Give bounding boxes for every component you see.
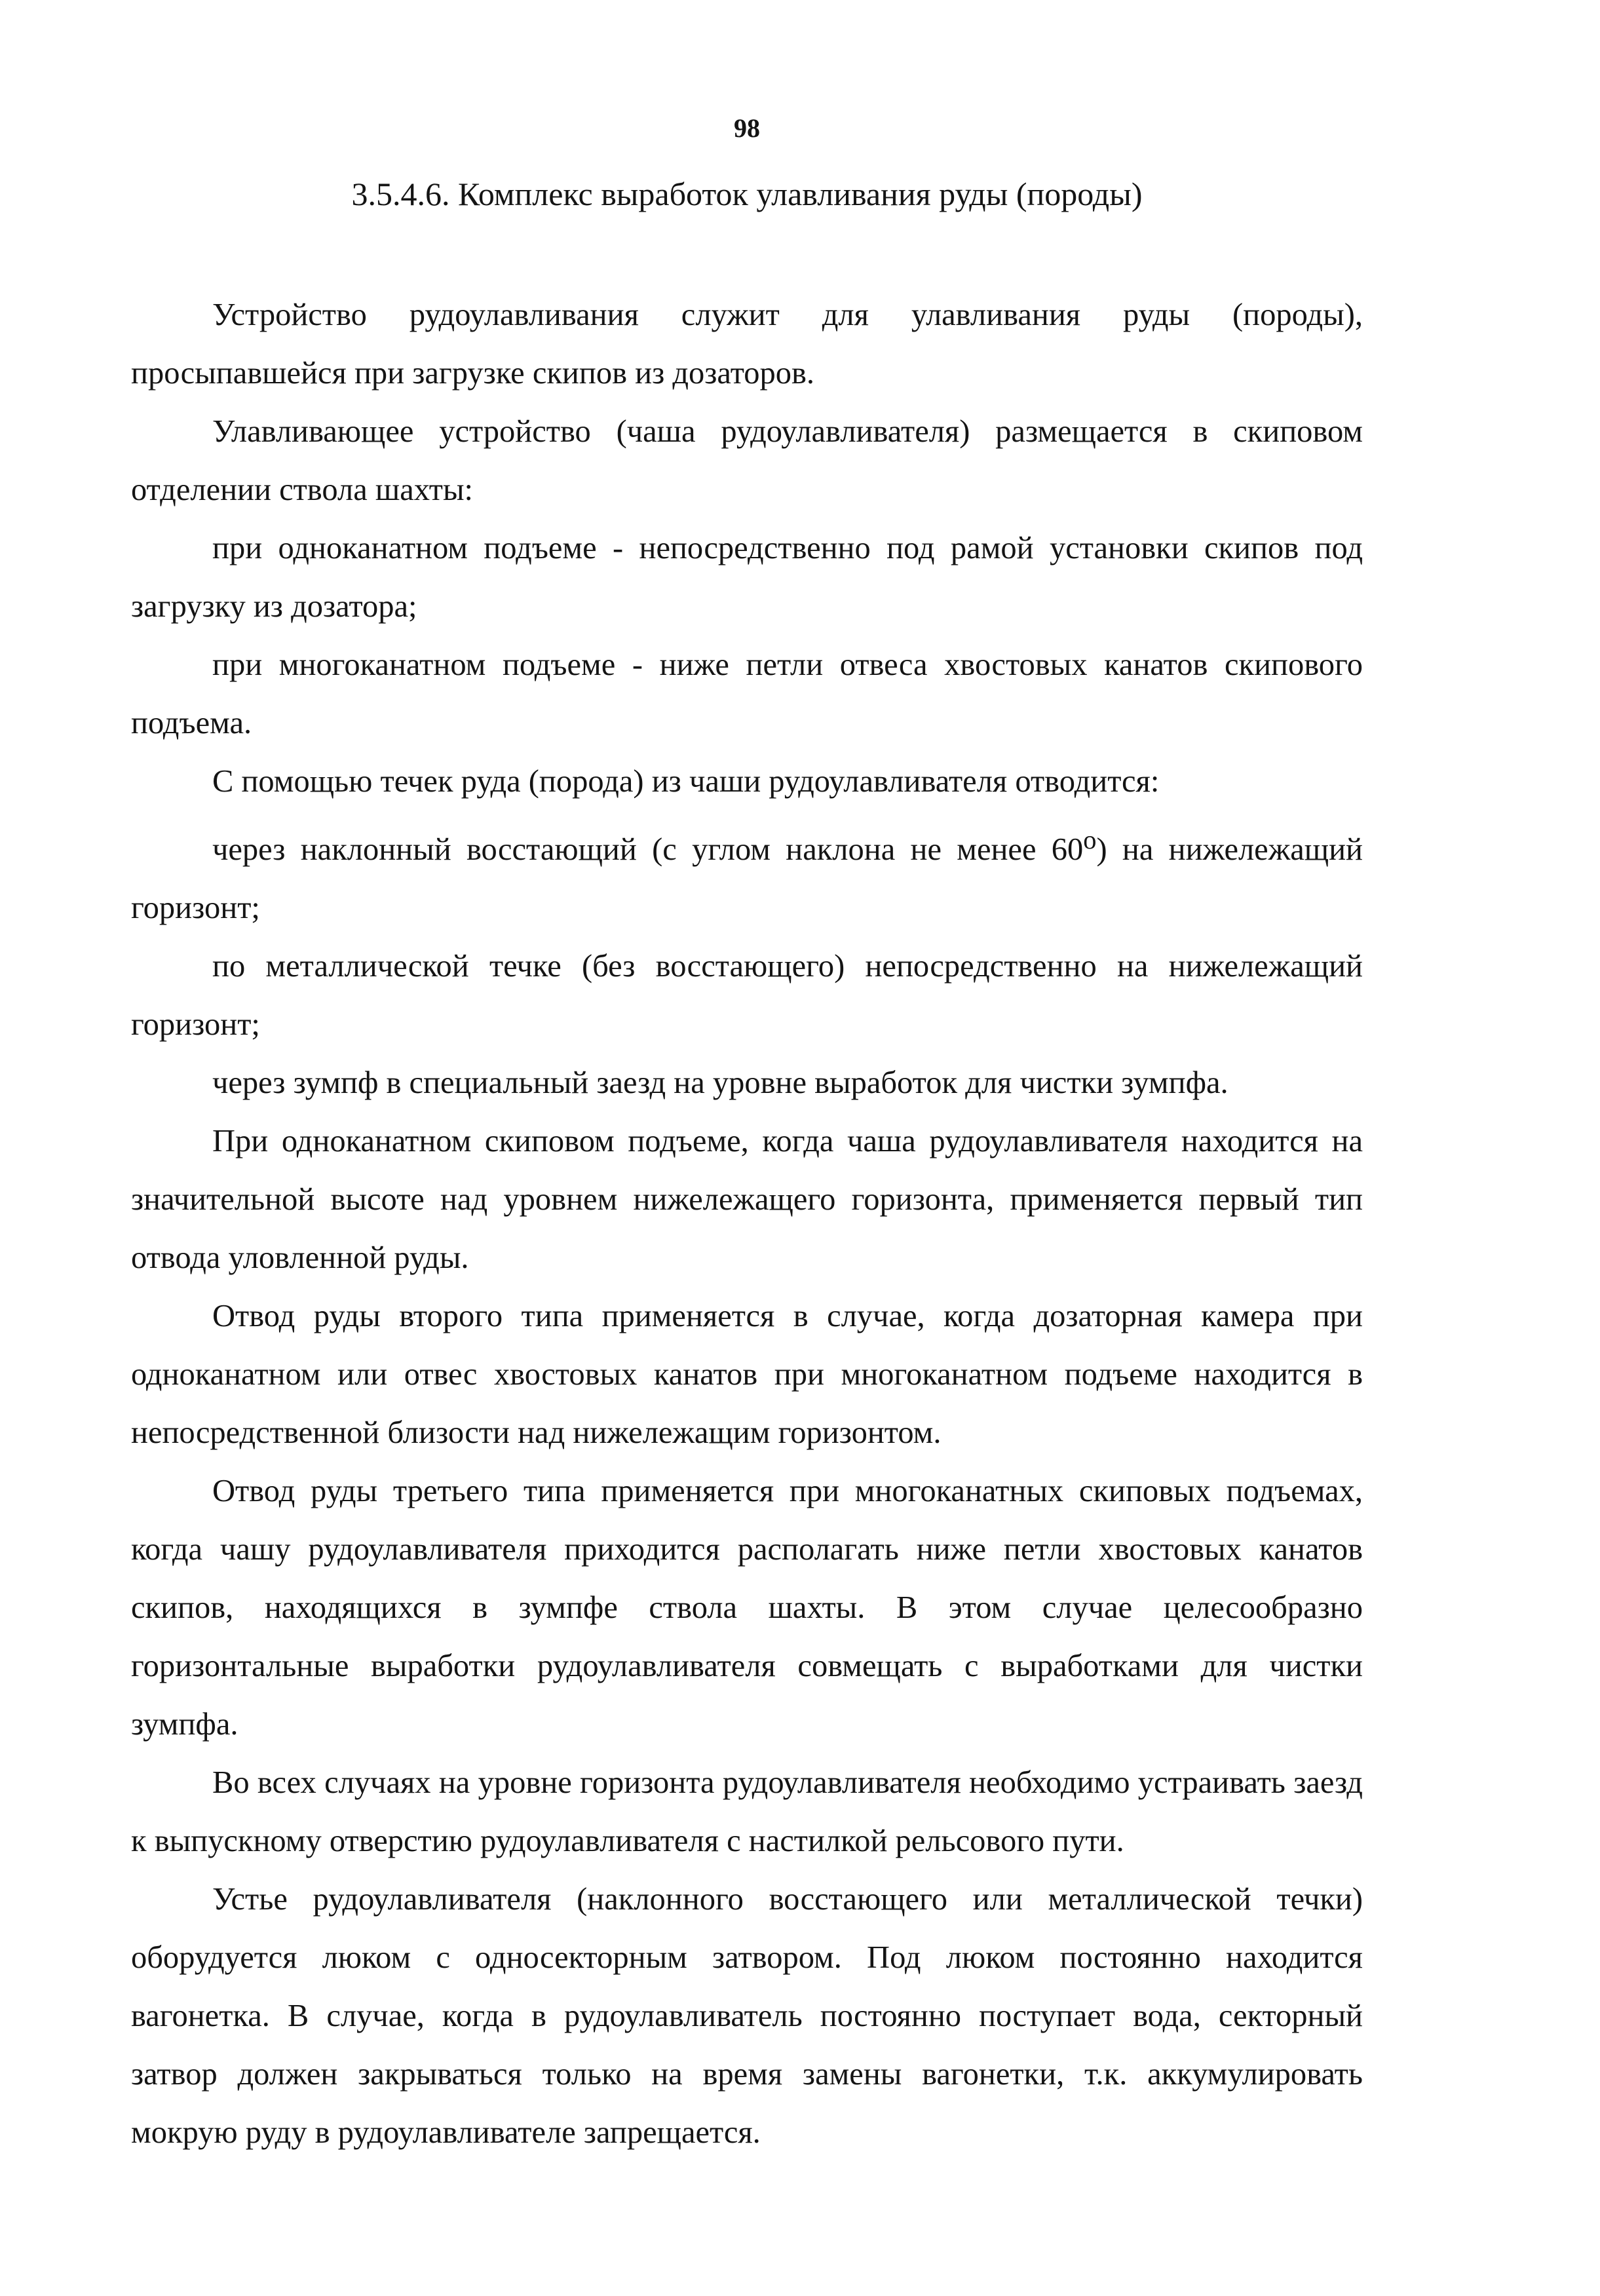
paragraph [131,811,1363,937]
paragraph-text: через наклонный восстающий (с углом наклона не менее 60 [212,832,1084,868]
degree-superscript: o [1083,825,1097,854]
paragraph: по металлической течке (без восстающего) непосредственно на нижележащий горизонт; [131,949,1363,1043]
paragraph: при многоканатном подъеме - ниже петли отвеса хвостовых канатов скипового подъема. [131,647,1363,740]
paragraph: С помощью течек руда (порода) из чаши рудоулавливателя отводится: [212,764,1160,799]
paragraph: Улавливающее устройство (чаша рудоулавливателя) размещается в скиповом отделении ствола шахты: [131,414,1363,507]
paragraph: через зумпф в специальный заезд на уровне выработок для чистки зумпфа. [212,1065,1229,1101]
paragraph: Отвод руды второго типа применяется в случае, когда дозаторная камера при одноканатном или отвес хвостовых канатов при многоканатном подъеме находится в непосредственной близости над нижележащим горизонтом. [131,1299,1363,1451]
paragraph-text-tail: ) на нижележащий горизонт; [131,832,1363,926]
paragraph: при одноканатном подъеме - непосредственно под рамой установки скипов под загрузку из дозатора; [131,531,1363,624]
paragraph: При одноканатном скиповом подъеме, когда чаша рудоулавливателя находится на значительной высоте над уровнем нижележащего горизонта, применяется первый тип отвода уловленной руды. [131,1124,1363,1276]
body-text [131,286,1363,2162]
page-number: 98 [734,113,760,143]
paragraph: Устье рудоулавливателя (наклонного восстающего или металлической течки) оборудуется люком с односекторным затвором. Под люком постоянно находится вагонетка. В случае, когда в рудоулавливатель постоянно поступает вода, секторный затвор должен закрываться только на время замены вагонетки, т.к. аккумулировать мокрую руду в рудоулавливателе запрещается. [131,1882,1363,2151]
section-title: 3.5.4.6. Комплекс выработок улавливания руды (породы) [351,176,1143,212]
paragraph: Во всех случаях на уровне горизонта рудоулавливателя необходимо устраивать заезд к выпускному отверстию рудоулавливателя с настилкой рельсового пути. [131,1765,1363,1859]
paragraph: Отвод руды третьего типа применяется при многоканатных скиповых подъемах, когда чашу рудоулавливателя приходится располагать ниже петли хвостовых канатов скипов, находящихся в зумпфе ствола шахты. В этом случае целесообразно горизонтальные выработки рудоулавливателя совмещать с выработками для чистки зумпфа. [131,1474,1363,1742]
paragraph: Устройство рудоулавливания служит для улавливания руды (породы), просыпавшейся при загрузке скипов из дозаторов. [131,297,1363,391]
